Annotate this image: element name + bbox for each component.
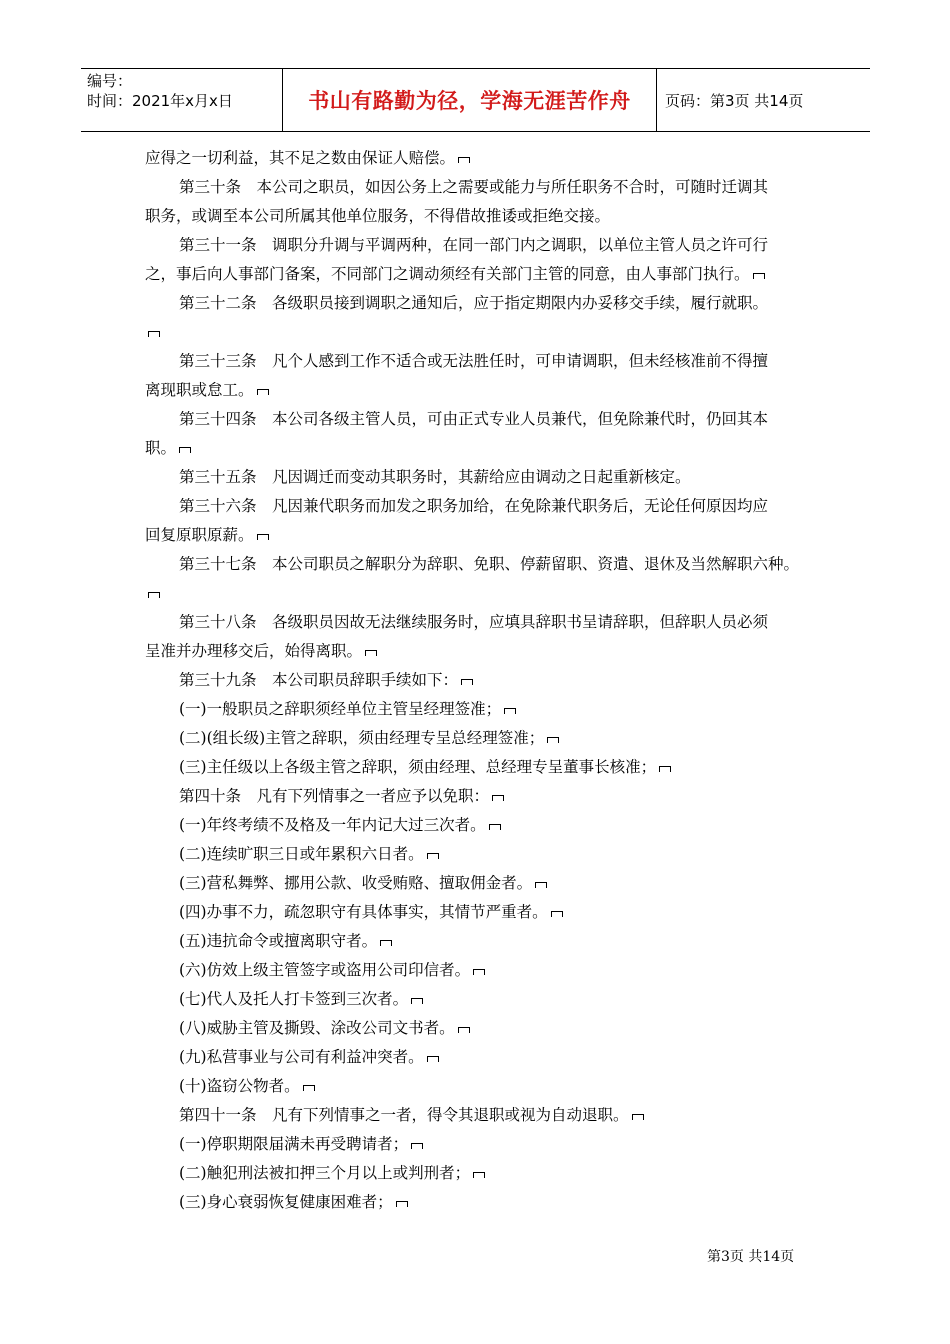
line-text: 第三十八条 各级职员因故无法继续服务时，应填具辞职书呈请辞职，但辞职人员必须: [179, 613, 769, 631]
paragraph-line: [145, 289, 825, 318]
line-text: (三)身心衰弱恢复健康困难者；: [179, 1193, 393, 1211]
paragraph-mark-icon: [458, 157, 470, 163]
paragraph-line: [145, 724, 825, 753]
paragraph-mark-icon: [632, 1114, 644, 1120]
header-motto: 书山有路勤为径，学海无涯苦作舟: [283, 69, 657, 131]
paragraph-mark-icon: [427, 853, 439, 859]
line-text: 第三十条 本公司之职员，如因公务上之需要或能力与所任职务不合时，可随时迁调其: [179, 178, 769, 196]
paragraph-line: [145, 1014, 825, 1043]
document-body: [145, 144, 825, 1217]
paragraph-line: [145, 521, 825, 550]
header-info-cell: [81, 69, 283, 131]
line-text: (七)代人及托人打卡签到三次者。: [179, 990, 409, 1008]
paragraph-line: [145, 173, 825, 202]
paragraph-line: [145, 1159, 825, 1188]
paragraph-mark-icon: [148, 592, 160, 598]
line-text: 第三十九条 本公司职员辞职手续如下：: [179, 671, 459, 689]
line-text: 第三十六条 凡因兼代职务而加发之职务加给，在免除兼代职务后，无论任何原因均应: [179, 497, 769, 515]
line-text: 之，事后向人事部门备案，不同部门之调动须经有关部门主管的同意，由人事部门执行。: [145, 265, 750, 283]
paragraph-line: [145, 1188, 825, 1217]
line-text: 第三十三条 凡个人感到工作不适合或无法胜任时，可申请调职，但未经核准前不得擅: [179, 352, 769, 370]
paragraph-line: [145, 956, 825, 985]
paragraph-mark-icon: [257, 389, 269, 395]
paragraph-line: [145, 463, 825, 492]
line-text: (六)仿效上级主管签字或盗用公司印信者。: [179, 961, 471, 979]
line-text: (一)年终考绩不及格及一年内记大过三次者。: [179, 816, 486, 834]
line-text: (四)办事不力，疏忽职守有具体事实，其情节严重者。: [179, 903, 548, 921]
paragraph-line: [145, 405, 825, 434]
paragraph-line: [145, 231, 825, 260]
paragraph-line: [145, 753, 825, 782]
line-text: 离现职或怠工。: [145, 381, 254, 399]
line-text: (十)盗窃公物者。: [179, 1077, 300, 1095]
line-text: 回复原职原薪。: [145, 526, 254, 544]
paragraph-line: [145, 347, 825, 376]
paragraph-mark-icon: [473, 1172, 485, 1178]
paragraph-line: [145, 318, 825, 347]
line-text: (九)私营事业与公司有利益冲突者。: [179, 1048, 424, 1066]
line-text: 职。: [145, 439, 177, 457]
paragraph-mark-icon: [492, 795, 504, 801]
paragraph-line: [145, 782, 825, 811]
header-page-number: 页码：第3页 共14页: [665, 91, 804, 110]
line-text: 第三十七条 本公司职员之解职分为辞职、免职、停薪留职、资遣、退休及当然解职六种。: [179, 555, 800, 573]
paragraph-mark-icon: [303, 1085, 315, 1091]
paragraph-mark-icon: [535, 882, 547, 888]
paragraph-mark-icon: [458, 1027, 470, 1033]
paragraph-mark-icon: [411, 998, 423, 1004]
paragraph-mark-icon: [461, 679, 473, 685]
paragraph-line: [145, 840, 825, 869]
paragraph-mark-icon: [551, 911, 563, 917]
paragraph-mark-icon: [427, 1056, 439, 1062]
paragraph-line: [145, 492, 825, 521]
line-text: (一)一般职员之辞职须经单位主管呈经理签准；: [179, 700, 502, 718]
time-label: 时间：2021年x月x日: [87, 92, 233, 110]
line-text: (二)触犯刑法被扣押三个月以上或判刑者；: [179, 1164, 471, 1182]
line-text: 第三十二条 各级职员接到调职之通知后，应于指定期限内办妥移交手续，履行就职。: [179, 294, 769, 312]
paragraph-line: [145, 869, 825, 898]
line-text: (三)主任级以上各级主管之辞职，须由经理、总经理专呈董事长核准；: [179, 758, 657, 776]
paragraph-line: [145, 1043, 825, 1072]
line-text: 第三十四条 本公司各级主管人员，可由正式专业人员兼代，但免除兼代时，仍回其本: [179, 410, 769, 428]
line-text: 第三十五条 凡因调迁而变动其职务时，其薪给应由调动之日起重新核定。: [179, 468, 691, 486]
paragraph-line: [145, 927, 825, 956]
paragraph-mark-icon: [547, 737, 559, 743]
paragraph-mark-icon: [473, 969, 485, 975]
line-text: 第三十一条 调职分升调与平调两种，在同一部门内之调职，以单位主管人员之许可行: [179, 236, 769, 254]
line-text: (一)停职期限届满未再受聘请者；: [179, 1135, 409, 1153]
paragraph-mark-icon: [411, 1143, 423, 1149]
page-header: [81, 68, 870, 132]
paragraph-mark-icon: [257, 534, 269, 540]
line-text: 第四十一条 凡有下列情事之一者，得令其退职或视为自动退职。: [179, 1106, 629, 1124]
paragraph-line: [145, 579, 825, 608]
paragraph-line: [145, 550, 825, 579]
paragraph-line: [145, 1130, 825, 1159]
paragraph-line: [145, 434, 825, 463]
line-text: 呈准并办理移交后，始得离职。: [145, 642, 363, 660]
paragraph-line: [145, 695, 825, 724]
paragraph-line: [145, 260, 825, 289]
line-text: 应得之一切利益，其不足之数由保证人赔偿。: [145, 149, 456, 167]
line-text: (三)营私舞弊、挪用公款、收受贿赂、擅取佣金者。: [179, 874, 533, 892]
paragraph-mark-icon: [365, 650, 377, 656]
line-text: (二)(组长级)主管之辞职，须由经理专呈总经理签准；: [179, 729, 545, 747]
paragraph-line: [145, 985, 825, 1014]
line-text: (二)连续旷职三日或年累积六日者。: [179, 845, 424, 863]
paragraph-line: [145, 144, 825, 173]
paragraph-mark-icon: [380, 940, 392, 946]
paragraph-mark-icon: [659, 766, 671, 772]
paragraph-line: [145, 811, 825, 840]
paragraph-line: [145, 666, 825, 695]
line-text: 职务，或调至本公司所属其他单位服务，不得借故推诿或拒绝交接。: [145, 207, 611, 225]
paragraph-line: [145, 376, 825, 405]
footer-page-number: 第3页 共14页: [707, 1249, 795, 1265]
paragraph-mark-icon: [179, 447, 191, 453]
paragraph-line: [145, 1101, 825, 1130]
paragraph-line: [145, 202, 825, 231]
line-text: 第四十条 凡有下列情事之一者应予以免职：: [179, 787, 490, 805]
line-text: (八)威胁主管及撕毁、涂改公司文书者。: [179, 1019, 455, 1037]
paragraph-line: [145, 1072, 825, 1101]
paragraph-mark-icon: [396, 1201, 408, 1207]
paragraph-mark-icon: [148, 331, 160, 337]
paragraph-mark-icon: [489, 824, 501, 830]
paragraph-line: [145, 608, 825, 637]
paragraph-mark-icon: [504, 708, 516, 714]
paragraph-line: [145, 637, 825, 666]
line-text: (五)违抗命令或擅离职守者。: [179, 932, 378, 950]
paragraph-mark-icon: [753, 273, 765, 279]
paragraph-line: [145, 898, 825, 927]
number-label: 编号：: [87, 72, 133, 90]
